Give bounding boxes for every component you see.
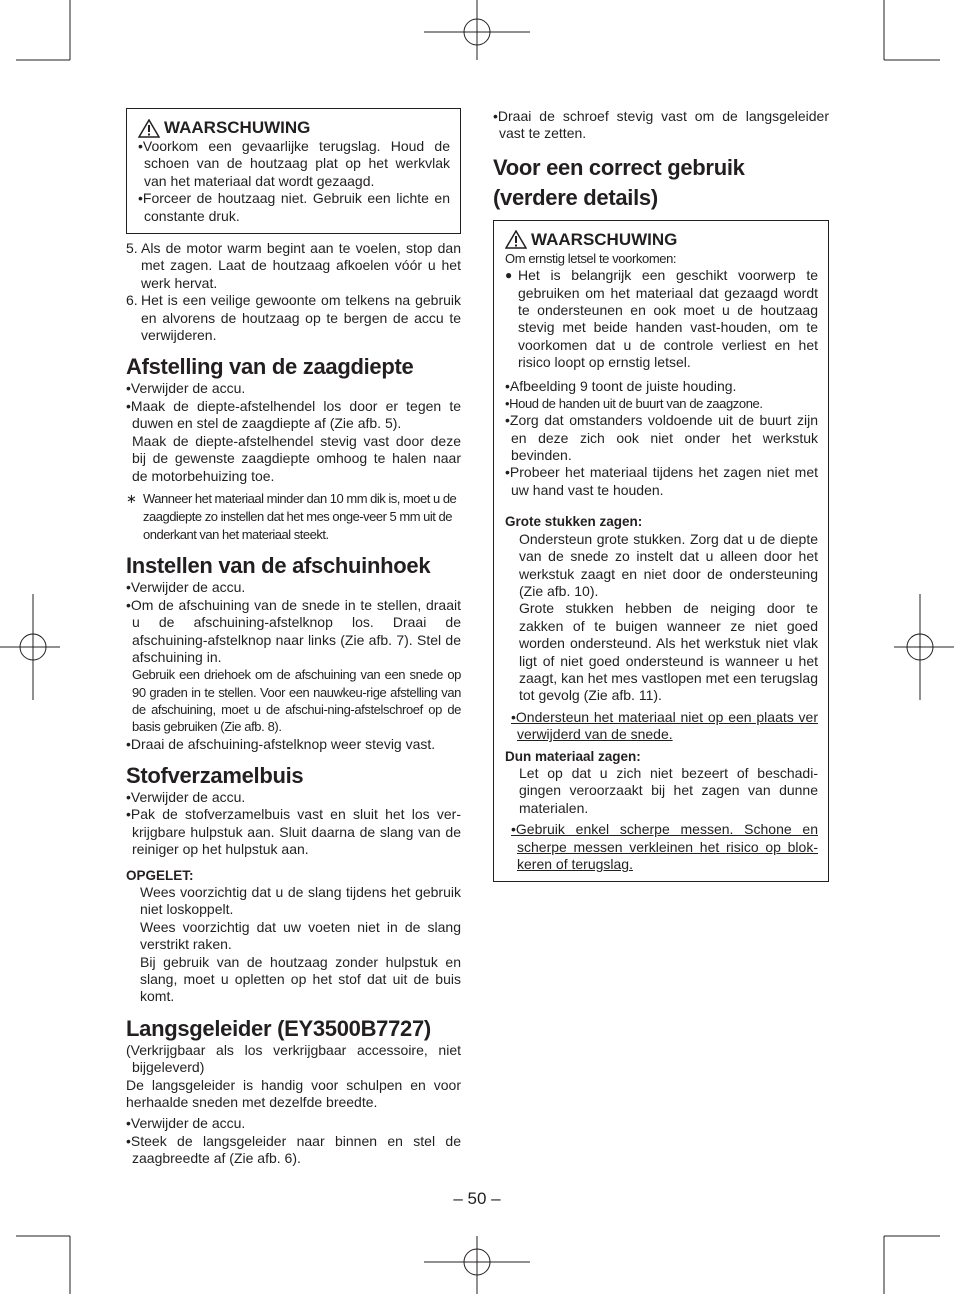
right-column bbox=[493, 108, 829, 882]
bullet-dot-icon: ● bbox=[505, 268, 513, 283]
warning-title: WAARSCHUWING bbox=[164, 118, 311, 137]
caution-paragraph: Wees voorzichtig dat u de slang tijdens het gebruik niet loskoppelt. bbox=[140, 883, 461, 918]
list-item: •Gebruik enkel scherpe messen. Schone en scherpe messen verkleinen het risico op blok-keren of terugslag. bbox=[511, 821, 818, 872]
list-item: •Ondersteun het materiaal niet op een plaats ver verwijderd van de snede. bbox=[511, 708, 818, 743]
list-item: •Zorg dat omstanders voldoende uit de buurt zijn en deze zich ook niet onder het werkstuk bevinden. bbox=[505, 412, 818, 464]
thin-material-title: Dun materiaal zagen: bbox=[505, 748, 641, 764]
step-text: Het is een veilige gewoonte om telkens na gebruik en alvorens de houtzaag op te bergen de accu te verwijderen. bbox=[141, 292, 461, 344]
list-item: •Verwijder de accu. bbox=[126, 380, 246, 397]
note-text: Wanneer het materiaal minder dan 10 mm dik is, moet u de zaagdiepte zo instellen dat het mes onge-veer 5 mm uit de onderkant van het materiaal steekt. bbox=[143, 490, 457, 542]
warning-triangle-icon bbox=[138, 119, 160, 138]
step-number: 5. bbox=[126, 240, 138, 257]
list-item: •Draai de schroef stevig vast om de langsgeleider vast te zetten. bbox=[493, 108, 829, 142]
warning-dot-item bbox=[505, 267, 818, 371]
list-item: •Om de afschuining van de snede in te stellen, draait u de afschuining-afstelknop los. Draai de afschuining-afstelknop naar links (Zie afb. 7). Stel de afschuining in. bbox=[126, 596, 461, 665]
list-item: •Steek de langsgeleider naar binnen en stel de zaagbreedte af (Zie afb. 6). bbox=[126, 1132, 461, 1167]
left-column bbox=[126, 108, 461, 1168]
warning-title: WAARSCHUWING bbox=[531, 229, 678, 249]
subtitle: (Verkrijgbaar als los verkrijgbaar accessoire, niet bijgeleverd) bbox=[126, 1041, 461, 1076]
list-item: •Maak de diepte-afstelhendel los door er tegen te duwen en stel de zaagdiepte af (Zie afb. 5). bbox=[126, 397, 461, 432]
section-heading-bevel: Instellen van de afschuinhoek bbox=[126, 553, 431, 579]
warning-item: •Voorkom een gevaarlijke terugslag. Houd de schoen van de houtzaag plat op het werkvlak van het materiaal dat wordt gezaagd. bbox=[138, 138, 450, 189]
paragraph: Let op dat u zich niet bezeert of beschadi-gingen veroorzaakt bij het zagen van dunne materialen. bbox=[519, 764, 818, 816]
step-item bbox=[126, 292, 461, 344]
section-heading-usage: Voor een correct gebruik (verdere details) bbox=[493, 154, 745, 210]
list-item: •Verwijder de accu. bbox=[126, 579, 246, 596]
caution-paragraph: Bij gebruik van de houtzaag zonder hulpstuk en slang, moet u opletten op het stof dat uit de buis komt. bbox=[140, 953, 461, 1005]
list-item: •Draai de afschuining-afstelknop weer stevig vast. bbox=[126, 735, 436, 752]
page-number: – 50 – bbox=[453, 1189, 501, 1208]
warning-box bbox=[493, 220, 829, 883]
list-item: •Verwijder de accu. bbox=[126, 1115, 246, 1132]
caution-paragraph: Wees voorzichtig dat uw voeten niet in de slang verstrikt raken. bbox=[140, 918, 461, 953]
step-number: 6. bbox=[126, 292, 138, 309]
paragraph: Grote stukken hebben de neiging door te zakken of te buigen wanneer ze niet goed worden ondersteund. Als het werkstuk niet vlak ligt of niet goed ondersteund is wanneer u het zaagt, kan het mes vastlopen met een terugslag tot gevolg (Zie afb. 11). bbox=[519, 600, 818, 704]
paragraph: Ondersteun grote stukken. Zorg dat u de diepte van de snede zo instelt dat u alleen door het werkstuk zaagt en niet door de ondersteuning (Zie afb. 10). bbox=[519, 530, 818, 599]
warning-intro: Om ernstig letsel te voorkomen: bbox=[505, 250, 677, 266]
section-heading-dust: Stofverzamelbuis bbox=[126, 762, 304, 788]
paragraph: Gebruik een driehoek om de afschuining van een snede op 90 graden in te stellen. Voor een nauwkeu-rige afstelling van de afschuining, moet u de afschui-ning-afstelschroef op de basis gebruiken (Zie afb. 8). bbox=[132, 667, 461, 735]
section-heading-guide: Langsgeleider (EY3500B7727) bbox=[126, 1015, 431, 1041]
step-item bbox=[126, 240, 461, 292]
list-item: •Houd de handen uit de buurt van de zaagzone. bbox=[505, 395, 763, 411]
list-item: •Probeer het materiaal tijdens het zagen niet met uw hand vast te houden. bbox=[505, 464, 818, 498]
list-item: •Pak de stofverzamelbuis vast en sluit het los ver-krijgbare hulpstuk aan. Sluit daarna de slang van de reiniger op het hulpstuk aan. bbox=[126, 806, 461, 858]
list-item: •Afbeelding 9 toont de juiste houding. bbox=[505, 377, 737, 394]
asterisk-icon: ∗ bbox=[126, 490, 137, 506]
paragraph: Maak de diepte-afstelhendel stevig vast door deze bij de gewenste zaagdiepte omhoog te halen naar de motorbehuizing toe. bbox=[132, 432, 461, 484]
warning-triangle-icon bbox=[505, 230, 527, 249]
caution-title: OPGELET: bbox=[126, 867, 194, 883]
list-item: •Verwijder de accu. bbox=[126, 788, 246, 805]
paragraph: De langsgeleider is handig voor schulpen en voor herhaalde sneden met dezelfde breedte. bbox=[126, 1076, 461, 1111]
warning-dot-text: Het is belangrijk een geschikt voorwerp te gebruiken om het materiaal dat gezaagd wordt te ondersteunen en ook moet u de houtzaag stevig met beide handen vast-houden, om te voorkomen dat u de controle verliest en het risico loopt op ernstig letsel. bbox=[518, 267, 818, 371]
warning-box bbox=[126, 108, 461, 234]
large-pieces-title: Grote stukken zagen: bbox=[505, 514, 643, 530]
step-text: Als de motor warm begint aan te voelen, stop dan met zagen. Laat de houtzaag afkoelen vóór u het werk hervat. bbox=[141, 240, 461, 291]
warning-item: •Forceer de houtzaag niet. Gebruik een lichte en constante druk. bbox=[138, 190, 450, 224]
note bbox=[126, 490, 461, 543]
section-heading-depth: Afstelling van de zaagdiepte bbox=[126, 354, 414, 380]
